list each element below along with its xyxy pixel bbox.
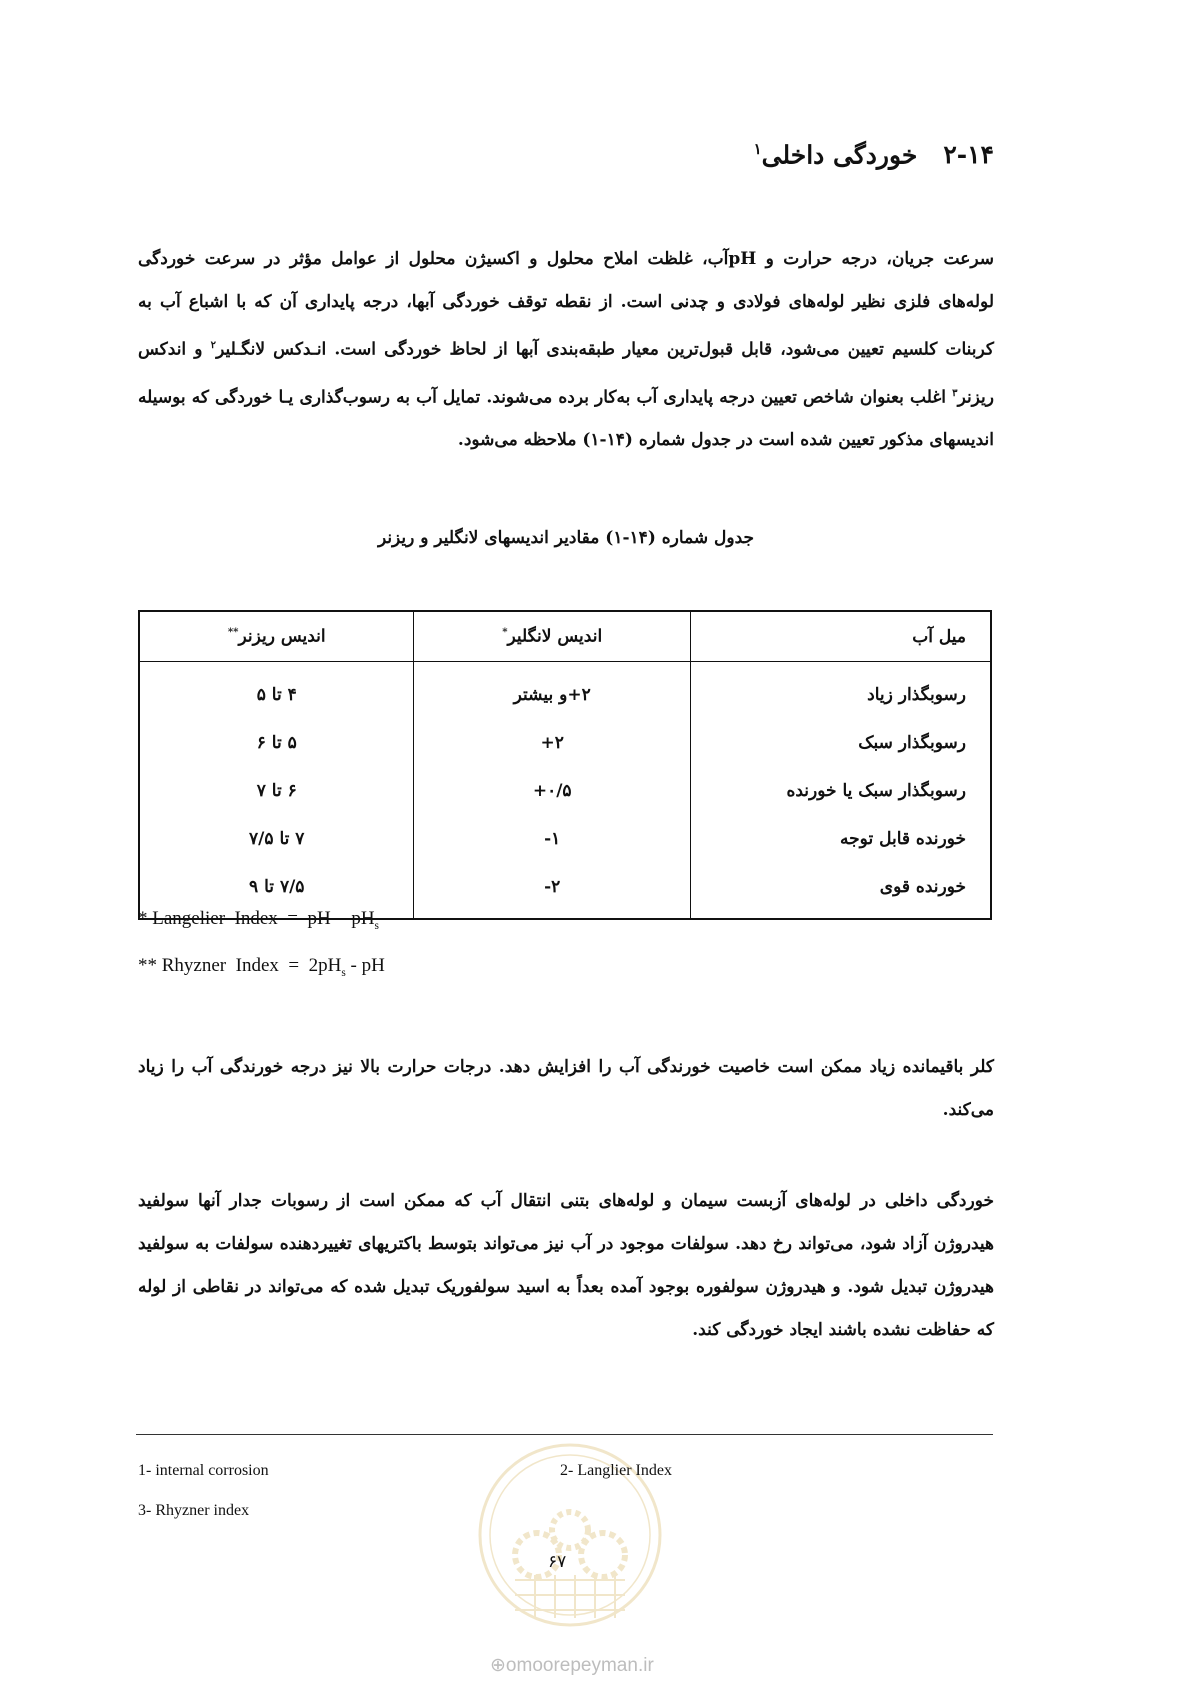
section-number: ۲-۱۴	[943, 140, 994, 170]
cell-langelier: ۲+و بیشتر	[414, 662, 690, 720]
langelier-rhyzner-table	[138, 610, 992, 920]
globe-icon: ⊕	[490, 1655, 506, 1676]
page-number: ۶۷	[548, 1552, 567, 1572]
langelier-formula: * Langelier Index = pH - $pH_s$	[138, 908, 379, 932]
paragraph-text: سرعت جریان، درجه حرارت و pHآب، غلظت املاح محلول و اکسیژن محلول از عوامل مؤثر در سرعت خوردگی لوله‌های فلزی نظیر لوله‌های فولادی و چدنی است. از نقطه توقف خوردگی آبها، درجه پایداری آن که با اشباع آب به کربنات کلسیم تعیین می‌شود، قابل قبول‌ترین معیار طبقه‌بندی آبها از لحاظ خوردگی است. انـدکس لانگـلیر	[138, 249, 995, 360]
footnote-divider	[136, 1434, 993, 1435]
cell-rhyzner: ۵ تا ۶	[139, 719, 414, 767]
table-row	[139, 815, 991, 863]
cell-mil: خورنده قوی	[690, 863, 991, 919]
paragraph-chlorine: کلر باقیمانده زیاد ممکن است خاصیت خورندگی آب را افزایش دهد. درجات حرارت بالا نیز درجه خورندگی آب را زیاد می‌کند.	[138, 1057, 994, 1120]
paragraph-text: اغلب بعنوان شاخص تعیین درجه پایداری آب به‌کار برده می‌شوند. تمایل آب به رسوب‌گذاری یـا خوردگی که بوسیله اندیسهای مذکور تعیین شده است در جدول شماره (۱۴-۱) ملاحظه می‌شود.	[138, 387, 994, 451]
paragraph-intro	[138, 238, 994, 462]
cell-rhyzner: ۷/۵ تا ۹	[139, 863, 414, 919]
paragraph-text: و اندکس ریزنر	[138, 339, 994, 408]
paragraph-sulfide: خوردگی داخلی در لوله‌های آزبست سیمان و لوله‌های بتنی انتقال آب که ممکن است از رسوبات جدار آنها سولفید هیدروژن آزاد شود، می‌تواند رخ دهد. سولفات موجود در آب نیز می‌تواند بتوسط باکتریهای تغییردهنده سولفات به سولفید هیدروژن تبدیل شود. و هیدروژن سولفوره بوجود آمده بعداً به اسید سولفوریک تبدیل شده که می‌تواند در نقاطی از لوله که حفاظت نشده باشند ایجاد خوردگی کند.	[138, 1191, 994, 1340]
footnote-mark: ۱	[753, 140, 762, 158]
footnote-2: 2- Langlier Index	[560, 1462, 672, 1479]
cell-langelier: ۲-	[414, 863, 690, 919]
footnote-1: 1- internal corrosion	[138, 1462, 269, 1479]
cell-rhyzner: ۶ تا ۷	[139, 767, 414, 815]
table-row	[139, 767, 991, 815]
cell-langelier: ۱-	[414, 815, 690, 863]
section-heading	[594, 140, 994, 169]
rhyzner-formula: ** Rhyzner Index = $2pH_s$ - pH	[138, 955, 385, 979]
cell-mil: رسوبگذار سبک یا خورنده	[690, 767, 991, 815]
header-rhyzner: اندیس ریزنر**	[139, 611, 414, 662]
table-row	[139, 662, 991, 720]
cell-mil: رسوبگذار زیاد	[690, 662, 991, 720]
table-header-row	[139, 611, 991, 662]
cell-rhyzner: ۴ تا ۵	[139, 662, 414, 720]
table-row	[139, 719, 991, 767]
section-title: خوردگی داخلی	[761, 140, 918, 170]
header-mil: میل آب	[690, 611, 991, 662]
footnote-3: 3- Rhyzner index	[138, 1502, 250, 1519]
cell-langelier: ۰/۵+	[414, 767, 690, 815]
footnote-mark: ۲	[210, 339, 217, 351]
footnote-mark: ۳	[952, 386, 958, 399]
cell-langelier: ۲+	[414, 719, 690, 767]
cell-mil: خورنده قابل توجه	[690, 815, 991, 863]
cell-rhyzner: ۷ تا ۷/۵	[139, 815, 414, 863]
cell-mil: رسوبگذار سبک	[690, 719, 991, 767]
table-caption: جدول شماره (۱۴-۱) مقادیر اندیسهای لانگلیر و ریزنر	[377, 528, 755, 548]
header-langelier: اندیس لانگلیر*	[414, 611, 690, 662]
watermark-site: ⊕omoorepeyman.ir	[490, 1655, 654, 1676]
